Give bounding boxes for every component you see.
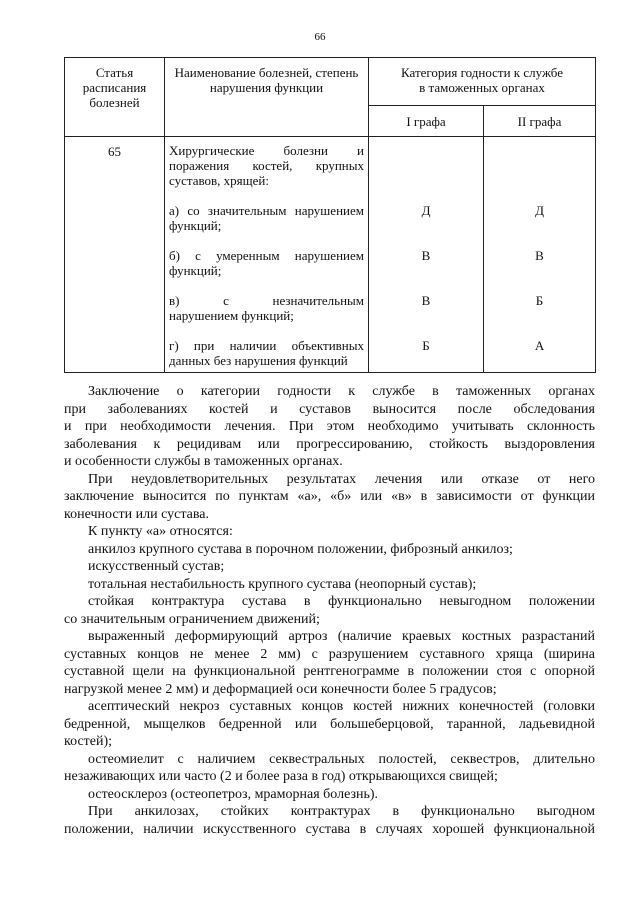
grade-2-c: Б [535,293,544,308]
intro-block [169,143,364,188]
body-line: При анкилозах, стойких контрактурах в функционально выгодном [88,804,595,819]
body-line: костей); [64,734,113,749]
grade-2-column [484,137,596,373]
header-grade-2: II графа [484,106,596,137]
grade-2-d: А [534,338,545,353]
grade-2-a: Д [535,203,544,218]
body-line: выраженный деформирующий артроз (наличие краевых костных разрастаний [88,629,595,644]
body-line: При неудовлетворительных результатах лечения или отказе от него [88,471,595,487]
grade-1-a: Д [421,203,431,218]
item-line: функций; [169,263,222,278]
body-line: конечности или сустава. [64,506,210,522]
item-b [169,248,364,278]
body-line: и особенности службы в таможенных органах. [64,454,343,469]
header-article [65,58,165,137]
body-line: нагрузкой менее 2 мм) и деформацией оси конечности более 5 градусов; [64,681,497,697]
grade-1-d: Б [422,338,430,353]
body-line: бедренной, мыщелков бедренной или большеберцовой, таранной, ладьевидной [64,716,595,732]
item-line: в) с незначительным [169,293,364,308]
body-line: при заболеваниях костей и суставов выносится после обследования [64,401,595,417]
body-line: остеомиелит с наличием секвестральных полостей, секвестров, длительно [88,751,595,767]
item-line: а) со значительным нарушением [169,203,364,218]
intro-line: суставов, хрящей: [169,173,269,188]
grade-1-c: В [421,293,431,308]
body-text [64,383,595,838]
grade-2-b: В [535,248,544,263]
body-line: заболевания к рецидивам или прогрессированию, стойкость выздоровления [64,436,595,452]
item-line: данных без нарушения функций [169,353,348,368]
item-line: г) при наличии объективных [169,338,364,353]
item-line: функций; [169,218,222,233]
fitness-category-table [64,57,596,373]
header-article-line: Статья [95,65,134,80]
item-line: нарушением функций; [169,308,294,323]
header-disease-name [165,58,369,137]
body-line: суставных концов не менее 2 мм) с разрушением суставного хряща (ширина [64,646,595,662]
body-line: положении, наличии искусственного сустава в случаях хорошей функциональной [64,821,595,837]
header-category-line: Категория годности к службе [401,65,563,80]
item-a [169,203,364,233]
item-line: б) с умеренным нарушением [169,248,364,263]
body-line: стойкая контрактура сустава в функционально невыгодном положении [88,594,595,609]
item-d [169,338,364,368]
header-name-line: нарушения функции [209,80,324,95]
disease-description [165,137,369,373]
header-article-line: болезней [89,95,140,110]
body-line: К пункту «а» относятся: [88,524,233,539]
body-line: остеосклероз (остеопетроз, мраморная болезнь). [88,786,379,802]
article-number: 65 [65,137,165,373]
header-grade-1: I графа [369,106,484,137]
header-category-line: в таможенных органах [419,80,545,95]
body-line: заключение выносится по пунктам «а», «б» или «в» в зависимости от функции [64,489,595,504]
grade-1-b: В [421,248,431,263]
item-c [169,293,364,323]
body-line: тотальная нестабильность крупного сустава (неопорный сустав); [88,576,477,592]
intro-line: Хирургические болезни и [169,143,364,158]
body-line: асептический некроз суставных концов костей нижних конечностей (головки [88,699,595,714]
body-line: суставной щели на функциональной рентгенограмме в положении стоя с опорной [64,664,595,679]
header-article-line: расписания [82,80,147,95]
grade-1-column [369,137,484,373]
body-line: Заключение о категории годности к службе в таможенных органах [88,384,595,399]
body-line: со значительным ограничением движений; [64,611,320,627]
intro-line: поражения костей, крупных [169,158,364,173]
header-name-line: Наименование болезней, степень [174,65,359,80]
page-number: 66 [314,31,326,43]
body-line: анкилоз крупного сустава в порочном положении, фиброзный анкилоз; [88,541,513,557]
body-line: и при необходимости лечения. При этом необходимо учитывать склонность [64,419,595,434]
header-category [369,58,596,106]
body-line: искусственный сустав; [88,559,225,574]
body-line: незаживающих или часто (2 и более раза в год) открывающихся свищей; [64,769,498,784]
